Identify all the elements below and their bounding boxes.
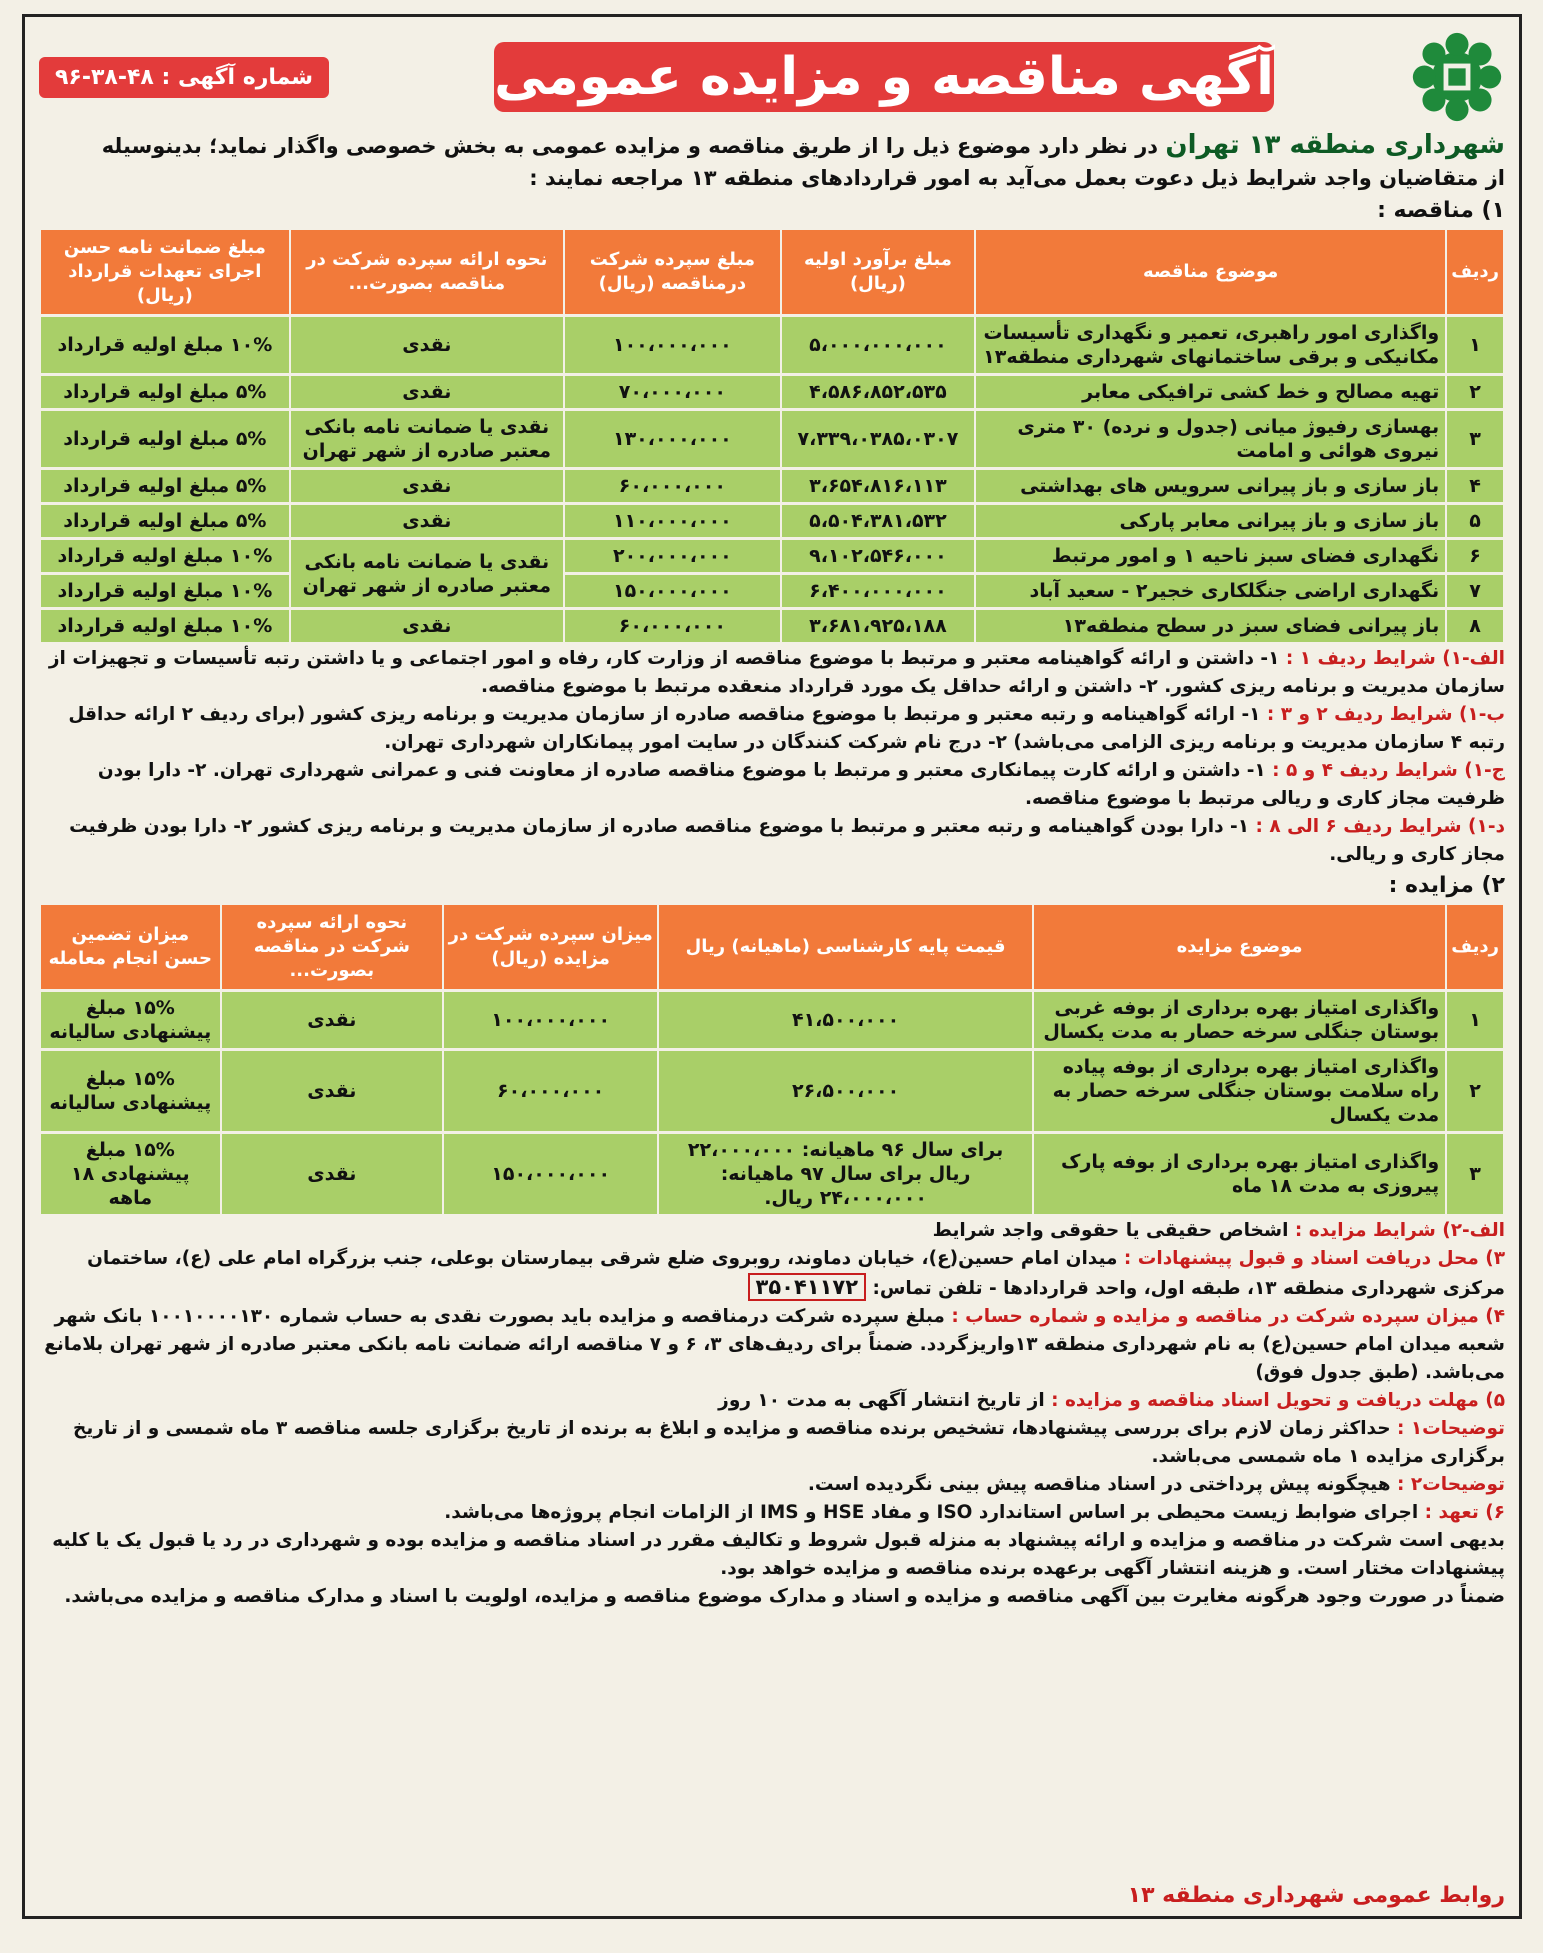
- row-deposit: ۱۱۰،۰۰۰،۰۰۰: [565, 505, 780, 537]
- auction-col-deposit-method: نحوه ارائه سپرده شرکت در مناقصه بصورت...: [222, 905, 442, 989]
- row-estimate: ۷،۳۳۹،۰۳۸۵،۰۳۰۷: [782, 411, 974, 467]
- section-label: ۳) محل دریافت اسناد و قبول پیشنهادات :: [1123, 1248, 1505, 1269]
- row-deposit-method: نقدی: [222, 992, 442, 1048]
- phone-number: ۳۵۰۴۱۱۷۲: [748, 1273, 867, 1301]
- section-text: از تاریخ انتشار آگهی به مدت ۱۰ روز: [718, 1390, 1052, 1411]
- table-row: [41, 376, 1503, 408]
- tender-col-estimate: مبلغ برآورد اولیه (ریال): [782, 230, 974, 314]
- row-number: ۲: [1447, 1051, 1503, 1131]
- table-row: [41, 411, 1503, 467]
- section-text: اشخاص حقیقی یا حقوقی واجد شرایط: [932, 1220, 1295, 1241]
- condition-text: ۱- داشتن و ارائه کارت پیمانکاری معتبر و مرتبط با موضوع مناقصه صادره از معاونت فنی و عمرانی شهرداری تهران. ۲- دارا بودن ظرفیت مجاز کاری و ریالی مرتبط با موضوع مناقصه.: [97, 760, 1505, 809]
- ad-number: شماره آگهی : ۴۸-۳۸-۹۶: [39, 57, 329, 98]
- row-deposit: ۱۵۰،۰۰۰،۰۰۰: [565, 575, 780, 607]
- row-deposit: ۱۰۰،۰۰۰،۰۰۰: [444, 992, 657, 1048]
- row-estimate: ۵،۵۰۴،۳۸۱،۵۳۲: [782, 505, 974, 537]
- row-guarantee: ۱۰% مبلغ اولیه قرارداد: [41, 540, 289, 572]
- ad-body: [39, 1217, 1505, 1611]
- section-label: الف-۲) شرایط مزایده :: [1294, 1220, 1505, 1241]
- row-deposit-method: نقدی: [222, 1051, 442, 1131]
- row-guarantee: ۵% مبلغ اولیه قرارداد: [41, 470, 289, 502]
- row-base-price: ۲۶،۵۰۰،۰۰۰: [659, 1051, 1032, 1131]
- row-subject: نگهداری اراضی جنگلکاری خجیر۲ - سعید آباد: [976, 575, 1445, 607]
- auction-section-title: ۲) مزایده :: [1388, 873, 1505, 898]
- table-row: [41, 470, 1503, 502]
- table-row: [41, 610, 1503, 642]
- intro-line2: از متقاضیان واجد شرایط ذیل دعوت بعمل می‌آید به امور قراردادهای منطقه ۱۳ مراجعه نمایند :: [529, 166, 1505, 190]
- row-guarantee: ۱۰% مبلغ اولیه قرارداد: [41, 610, 289, 642]
- ad-title: آگهی مناقصه و مزایده عمومی: [494, 42, 1274, 112]
- row-deposit-method: نقدی: [222, 1134, 442, 1214]
- tender-col-subject: موضوع مناقصه: [976, 230, 1445, 314]
- table-row: [41, 540, 1503, 572]
- tender-col-deposit: مبلغ سپرده شرکت درمناقصه (ریال): [565, 230, 780, 314]
- condition-label: ج-۱) شرایط ردیف ۴ و ۵ :: [1272, 760, 1505, 781]
- condition-text: ۱- داشتن و ارائه گواهینامه معتبر و مرتبط با موضوع مناقصه از وزارت کار، رفاه و امور اجتماعی و یا داشتن رتبه تأسیسات و تجهیزات از سازمان مدیریت و برنامه ریزی کشور. ۲- داشتن و ارائه حداقل یک مورد قرارداد منعقده مرتبط با موضوع مناقصه.: [48, 648, 1505, 697]
- note-1: [39, 1415, 1505, 1471]
- row-base-price: ۴۱،۵۰۰،۰۰۰: [659, 992, 1032, 1048]
- row-base-price: برای سال ۹۶ ماهیانه: ۲۲،۰۰۰،۰۰۰ ریال برای سال ۹۷ ماهیانه: ۲۴،۰۰۰،۰۰۰ ریال.: [659, 1134, 1032, 1214]
- section-text: هیچگونه پیش پرداختی در اسناد مناقصه پیش بینی نگردیده است.: [807, 1474, 1398, 1495]
- row-deposit: ۶۰،۰۰۰،۰۰۰: [565, 610, 780, 642]
- row-guarantee: ۵% مبلغ اولیه قرارداد: [41, 411, 289, 467]
- section-text: حداکثر زمان لازم برای بررسی پیشنهادها، تشخیص برنده مناقصه و مزایده و ابلاغ به برنده از تاریخ برگزاری جلسه مناقصه ۳ ماه شمسی و از تاریخ برگزاری مزایده ۱ ماه شمسی می‌باشد.: [73, 1418, 1505, 1467]
- commitment: [39, 1499, 1505, 1527]
- condition-label: ب-۱) شرایط ردیف ۲ و ۳ :: [1266, 704, 1505, 725]
- condition-text: ۱- ارائه گواهینامه و رتبه معتبر و مرتبط با موضوع مناقصه صادره از سازمان مدیریت و برنامه ریزی کشور (برای ردیف ۲ ارائه حداقل رتبه ۴ سازمان مدیریت و برنامه ریزی الزامی می‌باشد) ۲- درج نام شرکت کنندگان در سایت امور پیمانکاران شهرداری تهران.: [68, 704, 1505, 753]
- condition-text: ۱- دارا بودن گواهینامه و رتبه معتبر و مرتبط با موضوع مناقصه صادره از سازمان مدیریت و برنامه ریزی کشور ۲- دارا بودن ظرفیت مجاز کاری و ریالی.: [69, 816, 1505, 865]
- row-estimate: ۳،۶۵۴،۸۱۶،۱۱۳: [782, 470, 974, 502]
- section-text: میدان امام حسین(ع)، خیابان دماوند، روبروی ضلع شرقی بیمارستان بوعلی، جنب بزرگراه امام علی (ع)، ساختمان مرکزی شهرداری منطقه ۱۳، طبقه اول، واحد قراردادها - تلفن تماس:: [87, 1248, 1505, 1299]
- intro-org: شهرداری منطقه ۱۳ تهران: [1165, 130, 1505, 160]
- row-number: ۱: [1447, 992, 1503, 1048]
- row-guarantee: ۱۰% مبلغ اولیه قرارداد: [41, 317, 289, 373]
- row-deposit-method: نقدی یا ضمانت نامه بانکی معتبر صادره از شهر تهران: [291, 540, 563, 607]
- row-number: ۵: [1447, 505, 1503, 537]
- precedence-note: ضمناً در صورت وجود هرگونه مغایرت بین آگهی مناقصه و مزایده و اسناد و مدارک موضوع مناقصه و مزایده، اولویت با اسناد و مدارک مناقصه و مزایده می‌باشد.: [64, 1586, 1505, 1607]
- section-label: توضیحات۲ :: [1397, 1474, 1505, 1495]
- row-deposit-method: نقدی یا ضمانت نامه بانکی معتبر صادره از شهر تهران: [291, 411, 563, 467]
- auction-col-subject: موضوع مزایده: [1034, 905, 1445, 989]
- auction-col-base-price: قیمت پایه کارشناسی (ماهیانه) ریال: [659, 905, 1032, 989]
- deadline: [39, 1387, 1505, 1415]
- row-guarantee: ۱۰% مبلغ اولیه قرارداد: [41, 575, 289, 607]
- table-row: [41, 505, 1503, 537]
- row-deposit-method: نقدی: [291, 610, 563, 642]
- auction-col-row: ردیف: [1447, 905, 1503, 989]
- tender-table: [39, 227, 1505, 645]
- row-subject: نگهداری فضای سبز ناحیه ۱ و امور مرتبط: [976, 540, 1445, 572]
- row-estimate: ۶،۴۰۰،۰۰۰،۰۰۰: [782, 575, 974, 607]
- tender-col-row: ردیف: [1447, 230, 1503, 314]
- row-estimate: ۹،۱۰۲،۵۴۶،۰۰۰: [782, 540, 974, 572]
- section-label: توضیحات۱ :: [1397, 1418, 1505, 1439]
- header: [39, 27, 1505, 127]
- row-deposit: ۱۰۰،۰۰۰،۰۰۰: [565, 317, 780, 373]
- condition-label: الف-۱) شرایط ردیف ۱ :: [1285, 648, 1505, 669]
- tender-header-row: [41, 230, 1503, 314]
- section-text: مبلغ سپرده شرکت درمناقصه و مزایده باید بصورت نقدی به حساب شماره ۱۰۰۱۰۰۰۰۱۳۰ بانک شهر شعبه میدان امام حسین(ع) به نام شهرداری منطقه ۱۳واریزگردد. ضمناً برای ردیف‌های ۳، ۶ و ۷ مناقصه ارائه ضمانت نامه بانکی معتبر صادره از شهر تهران بلامانع می‌باشد. (طبق جدول فوق): [44, 1306, 1505, 1383]
- table-row: [41, 575, 1503, 607]
- table-row: [41, 1051, 1503, 1131]
- condition-row-6-8: [39, 813, 1505, 869]
- row-guarantee: ۵% مبلغ اولیه قرارداد: [41, 505, 289, 537]
- section-text: اجرای ضوابط زیست محیطی بر اساس استاندارد ISO و مفاد HSE و IMS از الزامات انجام پروژه‌ها می‌باشد.: [444, 1502, 1425, 1523]
- row-subject: بهسازی رفیوژ میانی (جدول و نرده) ۳۰ متری نیروی هوائی و امامت: [976, 411, 1445, 467]
- footer-public-relations: روابط عمومی شهرداری منطقه ۱۳: [1127, 1883, 1505, 1908]
- row-deposit: ۶۰،۰۰۰،۰۰۰: [444, 1051, 657, 1131]
- row-number: ۶: [1447, 540, 1503, 572]
- row-subject: واگذاری امتیاز بهره برداری از بوفه غربی بوستان جنگلی سرخه حصار به مدت یکسال: [1034, 992, 1445, 1048]
- tender-col-guarantee: مبلغ ضمانت نامه حسن اجرای تعهدات قرارداد (ریال): [41, 230, 289, 314]
- row-estimate: ۴،۵۸۶،۸۵۲،۵۳۵: [782, 376, 974, 408]
- note-2: [39, 1471, 1505, 1499]
- row-subject: باز سازی و باز پیرانی معابر پارکی: [976, 505, 1445, 537]
- auction-header-row: [41, 905, 1503, 989]
- tehran-municipality-logo-icon: [1409, 29, 1505, 125]
- row-number: ۴: [1447, 470, 1503, 502]
- section-label: ۶) تعهد :: [1424, 1502, 1505, 1523]
- row-number: ۷: [1447, 575, 1503, 607]
- auction-col-guarantee: میزان تضمین حسن انجام معامله: [41, 905, 220, 989]
- row-deposit: ۲۰۰،۰۰۰،۰۰۰: [565, 540, 780, 572]
- row-number: ۸: [1447, 610, 1503, 642]
- row-subject: واگذاری امور راهبری، تعمیر و نگهداری تأسیسات مکانیکی و برقی ساختمانهای شهرداری منطقه۱۳: [976, 317, 1445, 373]
- row-estimate: ۳،۶۸۱،۹۲۵،۱۸۸: [782, 610, 974, 642]
- row-deposit-method: نقدی: [291, 317, 563, 373]
- auction-conditions: [39, 1217, 1505, 1245]
- ad-page: [22, 14, 1522, 1919]
- row-estimate: ۵،۰۰۰،۰۰۰،۰۰۰: [782, 317, 974, 373]
- row-subject: واگذاری امتیاز بهره برداری از بوفه پارک پیروزی به مدت ۱۸ ماه: [1034, 1134, 1445, 1214]
- section-label: ۴) میزان سپرده شرکت در مناقصه و مزایده و شماره حساب :: [951, 1306, 1505, 1327]
- table-row: [41, 1134, 1503, 1214]
- row-guarantee: ۱۵% مبلغ پیشنهادی ۱۸ ماهه: [41, 1134, 220, 1214]
- row-guarantee: ۵% مبلغ اولیه قرارداد: [41, 376, 289, 408]
- row-number: ۲: [1447, 376, 1503, 408]
- row-guarantee: ۱۵% مبلغ پیشنهادی سالیانه: [41, 1051, 220, 1131]
- table-row: [41, 317, 1503, 373]
- row-deposit-method: نقدی: [291, 470, 563, 502]
- condition-label: د-۱) شرایط ردیف ۶ الی ۸ :: [1255, 816, 1505, 837]
- auction-table: [39, 902, 1505, 1217]
- condition-row-1: [39, 645, 1505, 701]
- row-subject: باز پیرانی فضای سبز در سطح منطقه۱۳: [976, 610, 1445, 642]
- auction-col-deposit: میزان سپرده شرکت در مزایده (ریال): [444, 905, 657, 989]
- row-deposit-method: نقدی: [291, 376, 563, 408]
- row-number: ۳: [1447, 411, 1503, 467]
- intro-line1: در نظر دارد موضوع ذیل را از طریق مناقصه و مزایده عمومی به بخش خصوصی واگذار نماید؛ بدینوسیله: [101, 134, 1166, 158]
- row-deposit: ۱۳۰،۰۰۰،۰۰۰: [565, 411, 780, 467]
- row-deposit: ۶۰،۰۰۰،۰۰۰: [565, 470, 780, 502]
- tender-col-deposit-method: نحوه ارائه سپرده شرکت در مناقصه بصورت...: [291, 230, 563, 314]
- row-number: ۳: [1447, 1134, 1503, 1214]
- intro: [39, 129, 1505, 194]
- general-terms: بدیهی است شرکت در مناقصه و مزایده و ارائه پیشنهاد به منزله قبول شروط و تکالیف مقرر در اسناد مناقصه و مزایده بوده و شهرداری در رد یا قبول یک یا کلیه پیشنهادات مختار است. و هزینه انتشار آگهی برعهده برنده مناقصه و مزایده خواهد بود.: [52, 1530, 1505, 1579]
- table-row: [41, 992, 1503, 1048]
- row-deposit: ۷۰،۰۰۰،۰۰۰: [565, 376, 780, 408]
- condition-row-2-3: [39, 701, 1505, 757]
- documents-location: [39, 1245, 1505, 1303]
- row-number: ۱: [1447, 317, 1503, 373]
- condition-row-4-5: [39, 757, 1505, 813]
- row-subject: باز سازی و باز پیرانی سرویس های بهداشتی: [976, 470, 1445, 502]
- row-deposit-method: نقدی: [291, 505, 563, 537]
- row-subject: تهیه مصالح و خط کشی ترافیکی معابر: [976, 376, 1445, 408]
- section-label: ۵) مهلت دریافت و تحویل اسناد مناقصه و مزایده :: [1051, 1390, 1505, 1411]
- row-guarantee: ۱۵% مبلغ پیشنهادی سالیانه: [41, 992, 220, 1048]
- row-deposit: ۱۵۰،۰۰۰،۰۰۰: [444, 1134, 657, 1214]
- tender-section-title: ۱) مناقصه :: [1377, 198, 1505, 223]
- row-subject: واگذاری امتیاز بهره برداری از بوفه پیاده راه سلامت بوستان جنگلی سرخه حصار به مدت یکسال: [1034, 1051, 1445, 1131]
- tender-conditions: [39, 645, 1505, 869]
- deposit-account: [39, 1303, 1505, 1387]
